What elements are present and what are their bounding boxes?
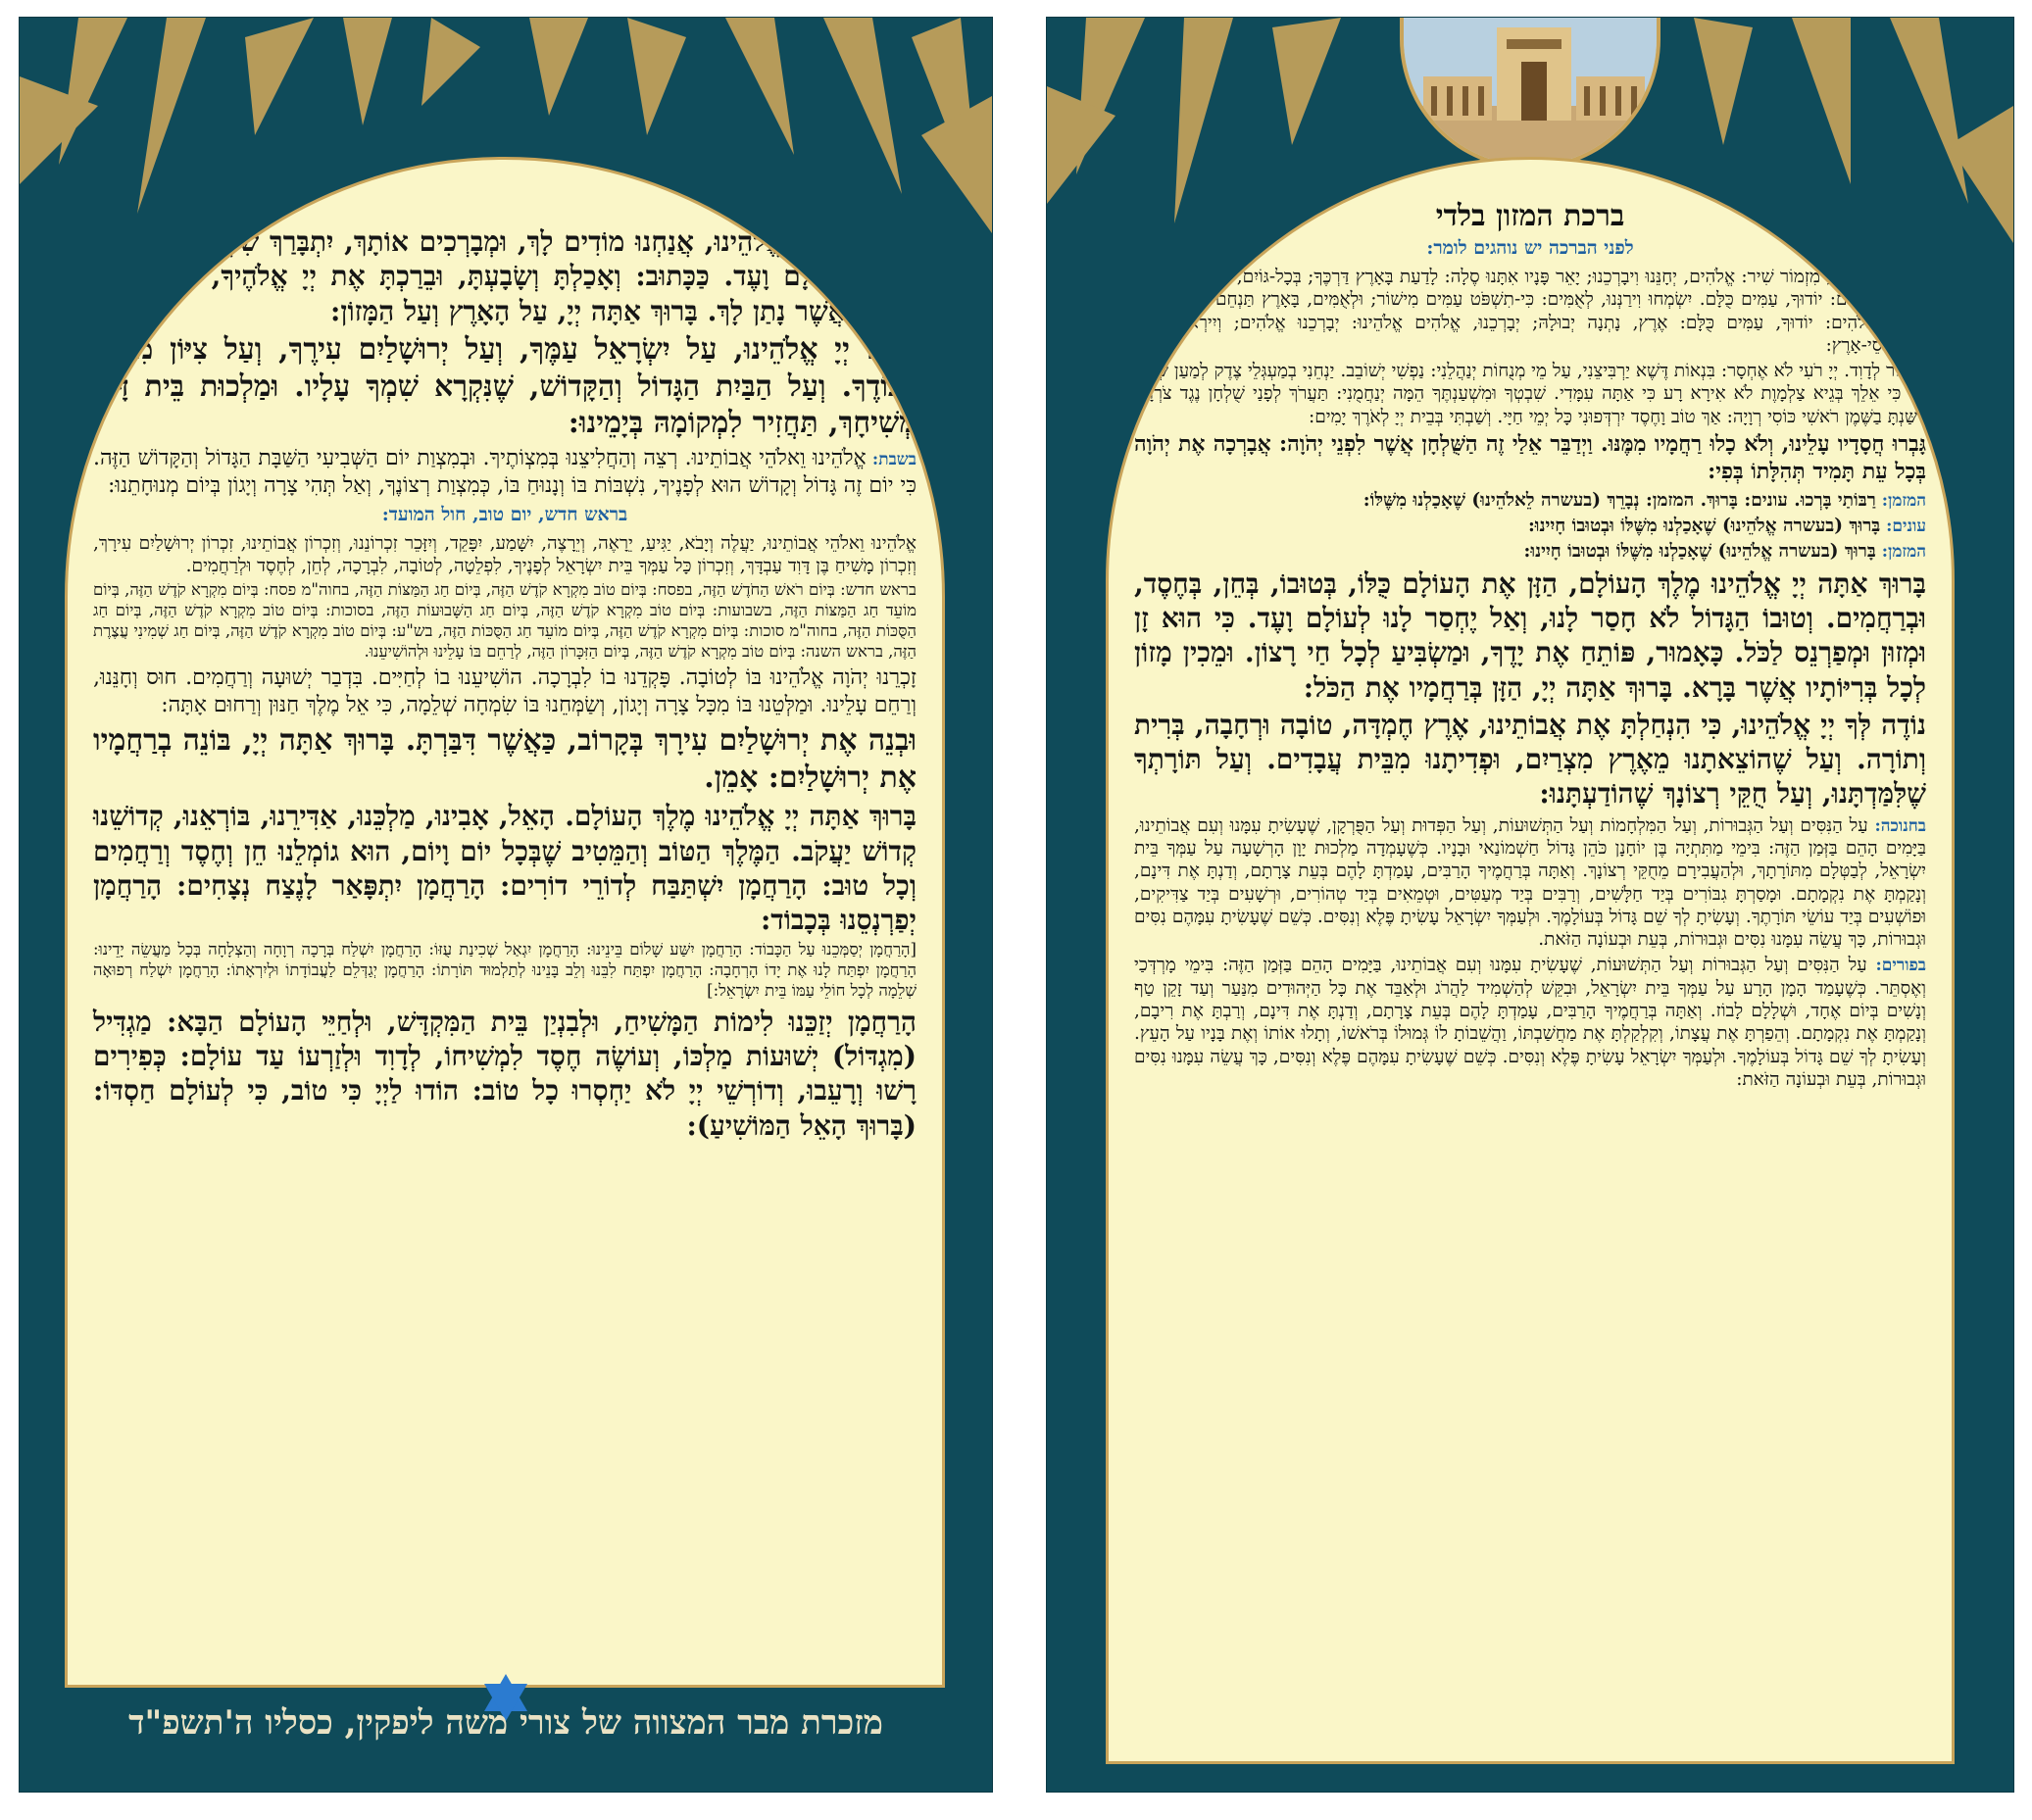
paragraph-text: בָּרוּךְ (בעשרה אֱלֹהֵינוּ) שֶׁאָכַלְנוּ מִשֶּׁלּוֹ וּבְטוּבוֹ חָיִינוּ:: [1523, 541, 1876, 563]
paragraph-text: אֱלֹהֵינוּ וֵאלֹהֵי אֲבוֹתֵינוּ, יַעֲלֶה וְיָבֹא, יַגִּיעַ, יֵרָאֶה, וְיֵרָצֶה, יִשָּׁמַע, יִפָּקֵד, וְיִזָּכֵר זִכְרוֹנֵנוּ, וְזִכְרוֹן אֲבוֹתֵינוּ, זִכְרוֹן יְרוּשָׁלַיִם עִירָךְ, וְזִכְרוֹן מָשִׁיחַ בֶּן דָּוִד עַבְדָּךְ, וְזִכְרוֹן כָּל עַמְּךָ בֵּית יִשְׂרָאֵל לְפָנֶיךָ, לִפְלֵטָה, לְטוֹבָה, לִבְרָכָה, לְחֵן, לְחֶסֶד וּלְרַחֲמִים.: [93, 532, 917, 576]
prayer-paragraph: [93, 664, 917, 718]
left-text-panel: [65, 157, 945, 1688]
prayer-paragraph: [1134, 566, 1926, 705]
prayer-paragraph: [1134, 360, 1926, 428]
paragraph-text: בָּרוּךְ (בעשרה אֱלֹהֵינוּ) שֶׁאָכַלְנוּ מִשֶּׁלּוֹ וּבְטוּבוֹ חָיִינוּ:: [1527, 515, 1881, 536]
prayer-paragraph: [1134, 489, 1926, 512]
paragraph-text: אֱלֹהֵינוּ וֵאלֹהֵי אֲבוֹתֵינוּ. רְצֵה וְהַחֲלִיצֵנוּ בְּמִצְוֹתֶיךָ. וּבְמִצְוַת יוֹם הַשְּׁבִיעִי הַשַּׁבָּת הַגָּדוֹל וְהַקָּדוֹשׁ הַזֶּה. כִּי יוֹם זֶה גָּדוֹל וְקָדוֹשׁ הוּא לְפָנֶיךָ, נִשְׁבּוֹת בּוֹ וְנָנוּחַ בּוֹ, כְּמִצְוַת רְצוֹנֶךָ, וְאַל תְּהִי צָרָה וְיָגוֹן בְּיוֹם מְנוּחָתֵנוּ:: [93, 446, 917, 498]
paragraph-text: בָּרוּךְ אַתָּה יְיָ אֱלֹהֵינוּ מֶלֶךְ הָעוֹלָם. הָאֵל, אָבִינוּ, מַלְכֵּנוּ, אַדִּירֵנוּ, בּוֹרְאֵנוּ, קְדוֹשֵׁנוּ קְדוֹשׁ יַעֲקֹב. הַמֶּלֶךְ הַטּוֹב וְהַמֵּטִיב שֶׁבְּכָל יוֹם וָיוֹם, הוּא גוֹמְלֵנוּ חֵן וְחֶסֶד וְרַחֲמִים וְכָל טוּב: הָרַחֲמָן יִשְׁתַּבַּח לְדוֹרֵי דוֹרִים: הָרַחֲמָן יִתְפָּאַר לָנֶצַח נְצָחִים: הָרַחֲמָן יְפַרְנְסֵנוּ בְּכָבוֹד:: [93, 800, 917, 937]
prayer-paragraph: [93, 331, 917, 442]
prayer-paragraph: [1134, 814, 1926, 952]
intro-note: לפני הברכה יש נוהגים לומר:: [1426, 237, 1634, 259]
paragraph-text: לַמְנַצֵּחַ בִּנְגִינֹת, מִזְמוֹר שִׁיר: אֱלֹהִים, יְחָנֵּנוּ וִיבָרְכֵנוּ; יָאֵר פָּנָיו אִתָּנוּ סֶלָה: לָדַעַת בָּאָרֶץ דַּרְכֶּךָ; בְּכָל-גּוֹיִם, יְשׁוּעָתֶךָ: יוֹדוּךָ עַמִּים אֱלֹהִים: יוֹדוּךָ, עַמִּים כֻּלָּם. יִשְׂמְחוּ וִירַנְּנוּ, לְאֻמִּים: כִּי-תִשְׁפֹּט עַמִּים מִישׁוֹר; וּלְאֻמִּים, בָּאָרֶץ תַּנְחֵם סֶלָה: יוֹדוּךָ עַמִּים אֱלֹהִים: יוֹדוּךָ, עַמִּים כֻּלָּם: אֶרֶץ, נָתְנָה יְבוּלָהּ; יְבָרְכֵנוּ, אֱלֹהִים אֱלֹהֵינוּ: יְבָרְכֵנוּ אֱלֹהִים; וְיִירְאוּ אוֹתוֹ, כָּל-אַפְסֵי-אָרֶץ:: [1134, 267, 1926, 356]
right-text-panel: [1106, 157, 1955, 1764]
paragraph-text: [הָרַחֲמָן יְסַמְּכֵנוּ עַל הַכָּבוֹד: הָרַחֲמָן יִשַּׁע שָׁלוֹם בֵּינֵינוּ: הָרַחֲמָן יִגְאַל שְׁכִינַת עֻזּוֹ: הָרַחֲמָן יִשְׁלַח בְּרָכָה רְוָחָה וְהַצְלָחָה בְּכָל מַעֲשֵׂה יָדֵינוּ: הָרַחֲמָן יִפְתַּח לָנוּ אֶת יָדוֹ הָרְחָבָה: הָרַחֲמָן יִפְתַּח לִבֵּנוּ וְלֵב בָּנֵינוּ לְתַלְמוּד תּוֹרָתוֹ: הָרַחֲמָן יְגַדְּלֵם לַעֲבוֹדָתוֹ וּלְיִרְאָתוֹ: הָרַחֲמָן יִשְׁלַח רְפוּאָה שְׁלֵמָה לְכָל חוֹלֵי עַמּוֹ בֵּית יִשְׂרָאֵל:]: [93, 940, 917, 1000]
paragraph-text: מִזְמוֹר לְדָוִד. יְיָ רֹעִי לֹא אֶחְסָר: בִּנְאוֹת דֶּשֶׁא יַרְבִּיצֵנִי, עַל מֵי מְנֻחוֹת יְנַהֲלֵנִי: נַפְשִׁי יְשׁוֹבֵב. יַנְחֵנִי בְמַעְגְּלֵי צֶדֶק לְמַעַן שְׁמוֹ: גַּם כִּי אֵלֵךְ בְּגֵיא צַלְמָוֶת לֹא אִירָא רָע כִּי אַתָּה עִמָּדִי. שִׁבְטְךָ וּמִשְׁעַנְתֶּךָ הֵמָּה יְנַחֲמֻנִי: תַּעֲרֹךְ לְפָנַי שֻׁלְחָן נֶגֶד צֹרְרָי. דִּשַּׁנְתָּ בַשֶּׁמֶן רֹאשִׁי כּוֹסִי רְוָיָה: אַךְ טוֹב וָחֶסֶד יִרְדְּפוּנִי כָּל יְמֵי חַיָּי. וְשַׁבְתִּי בְּבֵית יְיָ לְאֹרֶךְ יָמִים:: [1134, 361, 1926, 427]
dedication-footer: מזכרת מבר המצווה של צורי משה ליפקין, כסליו ה'תשפ"ד: [128, 1703, 883, 1743]
paragraph-text: גָּבְרוּ חֲסָדָיו עָלֵינוּ, וְלֹא כָלוּ רַחֲמָיו מִמֶּנּוּ. וַיְדַבֵּר אֵלַי זֶה הַשֻּׁלְחָן אֲשֶׁר לִפְנֵי יְהֹוָה: אֲבָרְכָה אֶת יְהֹוָה בְּכָל עֵת תָּמִיד תְּהִלָּתוֹ בְּפִי:: [1134, 431, 1926, 484]
paragraph-text: עַל הַנִּסִּים וְעַל הַגְּבוּרוֹת וְעַל הַתְּשׁוּעוֹת, שֶׁעָשִׂיתָ עִמָּנוּ וְעִם אֲבוֹתֵינוּ, בַּיָּמִים הָהֵם בַּזְּמַן הַזֶּה: בִּימֵי מָרְדְּכַי וְאֶסְתֵּר. כְּשֶׁעָמַד הָמָן הָרָע עַל עַמְּךָ בֵּית יִשְׂרָאֵל, וּבִקֵּשׁ לְהַשְׁמִיד לַהֲרֹג וּלְאַבֵּד אֶת כָּל הַיְּהוּדִים מִנַּעַר וְעַד זָקֵן טַף וְנָשִׁים בְּיוֹם אֶחָד, וּשְׁלָלָם לָבוֹז. וְאַתָּה בְּרַחֲמֶיךָ הָרַבִּים, עָמַדְתָּ לָהֶם בְּעֵת צָרָתָם, וְדַנְתָּ אֶת דִּינָם, וְרַבְתָּ אֶת רִיבָם, וְנָקַמְתָּ אֶת נִקְמָתָם. וְהֵפַרְתָּ אֶת עֲצָתוֹ, וְקִלְקַלְתָּ אֶת מַחֲשַׁבְתּוֹ, וַהֲשֵׁבוֹתָ לוֹ גְּמוּלוֹ בְּרֹאשׁוֹ, וְתָלוּ אוֹתוֹ וְאֶת בָּנָיו עַל הָעֵץ. וְעָשִׂיתָ לְךָ שֵׁם גָּדוֹל בְּעוֹלָמֶךָ. וּלְעַמְּךָ יִשְׂרָאֵל עָשִׂיתָ פֶּלֶא וְנִסִּים. כְּשֵׁם שֶׁעָשִׂיתָ עִמָּהֶם פֶּלֶא וְנִסִּים, כָּךְ עֲשֵׂה עִמָּנוּ נִסִּים וּגְבוּרוֹת, בְּעֵת וּבְעוֹנָה הַזֹּאת:: [1134, 955, 1926, 1091]
right-paragraphs: [1134, 266, 1926, 1091]
left-content: [93, 224, 917, 1146]
paragraph-text: זָכְרֵנוּ יְהֹוָה אֱלֹהֵינוּ בּוֹ לְטוֹבָה. פָּקְדֵנוּ בוֹ לִבְרָכָה. הוֹשִׁיעֵנוּ בוֹ לְחַיִּים. בִּדְבַר יְשׁוּעָה וְרַחֲמִים. חוּס וְחָנֵּנוּ, וְרַחֵם עָלֵינוּ. וּמַלְּטֵנוּ בּוֹ מִכָּל צָרָה וְיָגוֹן, וְשַׂמְּחֵנוּ בּוֹ שִׂמְחָה שְׁלֵמָה, כִּי אֵל מֶלֶךְ חַנּוּן וְרַחוּם אָתָּה:: [93, 665, 917, 718]
prayer-paragraph: [1134, 431, 1926, 485]
occasion-label: המזמן:: [1875, 542, 1926, 563]
paragraph-text: בראש חדש: בְּיוֹם רֹאשׁ הַחֹדֶשׁ הַזֶּה, בפסח: בְּיוֹם טוֹב מִקְרָא קֹדֶשׁ הַזֶּה, בְּיוֹם חַג הַמַּצּוֹת הַזֶּה, בחוה"מ פסח: בְּיוֹם מִקְרָא קֹדֶשׁ הַזֶּה, בְּיוֹם מוֹעֵד חַג הַמַּצּוֹת הַזֶּה, בשבועות: בְּיוֹם טוֹב מִקְרָא קֹדֶשׁ הַזֶּה, בְּיוֹם חַג הַשָּׁבוּעוֹת הַזֶּה, בסוכות: בְּיוֹם טוֹב מִקְרָא קֹדֶשׁ הַזֶּה, בְּיוֹם חַג הַסֻּכּוֹת הַזֶּה, בחוה"מ סוכות: בְּיוֹם מִקְרָא קֹדֶשׁ הַזֶּה, בְּיוֹם מוֹעֵד חַג הַסֻּכּוֹת הַזֶּה, בש"ע: בְּיוֹם טוֹב מִקְרָא קֹדֶשׁ הַזֶּה, בְּיוֹם חַג שְׁמִינִי עֲצֶרֶת הַזֶּה, בראש השנה: בְּיוֹם טוֹב מִקְרָא קֹדֶשׁ הַזֶּה, בְּיוֹם הַזִּכָּרוֹן הַזֶּה, לְרַחֵם בּוֹ עָלֵינוּ וּלְהוֹשִׁיעֵנוּ.: [93, 580, 917, 661]
prayer-paragraph: [93, 1005, 917, 1143]
prayer-paragraph: [93, 445, 917, 499]
prayer-paragraph: [93, 799, 917, 937]
prayer-paragraph: [1134, 954, 1926, 1091]
occasion-label: עונים:: [1880, 516, 1926, 536]
right-card: [1047, 18, 2013, 1792]
paragraph-text: עַל הַנִּסִּים וְעַל הַגְּבוּרוֹת, וְעַל הַמִּלְחָמוֹת וְעַל הַתְּשׁוּעוֹת, וְעַל הַפְּדוּת וְעַל הַפֻּרְקָן, שֶׁעָשִׂיתָ עִמָּנוּ וְעִם אֲבוֹתֵינוּ, בַּיָּמִים הָהֵם בַּזְּמַן הַזֶּה: בִּימֵי מַתִּתְיָה בֶּן יוֹחָנָן כֹּהֵן גָּדוֹל חַשְׁמוֹנַאי וּבָנָיו. כְּשֶׁעָמְדָה מַלְכוּת יָוָן הָרְשָׁעָה עַל עַמְּךָ בֵּית יִשְׂרָאֵל, לְבַטְּלָם מִתּוֹרָתָךְ, וּלְהַעֲבִירָם מֵחֻקֵּי רְצוֹנָךְ. וְאַתָּה בְּרַחֲמֶיךָ הָרַבִּים, עָמַדְתָּ לָהֶם בְּעֵת צָרָתָם, וְדַנְתָּ אֶת דִּינָם, וְנָקַמְתָּ אֶת נִקְמָתָם. וּמָסַרְתָּ גִבּוֹרִים בְּיַד חַלָּשִׁים, וְרַבִּים בְּיַד מְעַטִּים, וּטְמֵאִים בְּיַד טְהוֹרִים, וּרְשָׁעִים בְּיַד צַדִּיקִים, וּפוֹשְׁעִים בְּיַד עוֹשֵׂי תּוֹרָתֶךָ. וְעָשִׂיתָ לְךָ שֵׁם גָּדוֹל בְּעוֹלָמֶךָ. וּלְעַמְּךָ יִשְׂרָאֵל עָשִׂיתָ פֶּלֶא וְנִסִּים. כְּשֵׁם שֶׁעָשִׂיתָ עִמָּהֶם נִסִּים וּגְבוּרוֹת, כָּךְ עֲשֵׂה עִמָּנוּ נִסִּים וּגְבוּרוֹת, בְּעֵת וּבְעוֹנָה הַזֹּאת.: [1134, 814, 1926, 951]
occasion-label: בפורים:: [1866, 956, 1926, 976]
paragraph-text: בָּרוּךְ אַתָּה יְיָ אֱלֹהֵינוּ מֶלֶךְ הָעוֹלָם, הַזָּן אֶת הָעוֹלָם כֻּלּוֹ, בְּטוּבוֹ, בְּחֵן, בְּחֶסֶד, וּבְרַחֲמִים. וְטוּבוֹ הַגָּדוֹל לֹא חָסַר לָנוּ, וְאַל יֶחְסַר לָנוּ לְעוֹלָם וָעֶד. כִּי הוּא זָן וּמְזוּן וּמְפַרְנֵס לַכֹּל. כָּאָמוּר, פּוֹתֵחַ אֶת יָדֶךָ, וּמַשְׂבִּיעַ לְכָל חַי רָצוֹן. וּמֵכִין מָזוֹן לְכָל בְּרִיּוֹתָיו אֲשֶׁר בָּרָא. בָּרוּךְ אַתָּה יְיָ, הַזָּן בְּרַחֲמָיו אֶת הַכֹּל:: [1134, 566, 1926, 704]
paragraph-text: רַבּוֹתַי בָּרְכוּ. עונים: בָּרוּךְ. המזמן: נְבָרֵךְ (בעשרה לֵאלֹהֵינוּ) שֶׁאָכַלְנוּ מִשֶּׁלּוֹ:: [1363, 489, 1876, 511]
prayer-paragraph: [93, 224, 917, 328]
prayer-paragraph: [93, 580, 917, 662]
prayer-paragraph: [1134, 515, 1926, 537]
prayer-paragraph: [93, 722, 917, 797]
paragraph-text: רַחֵם יְיָ אֱלֹהֵינוּ, עַל יִשְׂרָאֵל עַמֶּךָ, וְעַל יְרוּשָׁלַיִם עִירֶךָ, וְעַל צִיּוֹן מִשְׁכַּן כְּבוֹדֶךָ. וְעַל הַבַּיִת הַגָּדוֹל וְהַקָּדוֹשׁ, שֶׁנִּקְרָא שִׁמְךָ עָלָיו. וּמַלְכוּת בֵּית דָּוִד מְשִׁיחָךְ, תַּחֲזִיר לִמְקוֹמָהּ בְּיָמֵינוּ:: [93, 331, 917, 441]
section-subhead: בראש חדש, יום טוב, חול המועד:: [381, 503, 628, 525]
prayer-paragraph: [93, 940, 917, 1001]
paragraph-text: וּבְנֵה אֶת יְרוּשָׁלַיִם עִירָךְ בְּקָרוֹב, כַּאֲשֶׁר דִּבַּרְתָּ. בָּרוּךְ אַתָּה יְיָ, בּוֹנֵה בְרַחֲמָיו אֶת יְרוּשָׁלַיִם: אָמֵן.: [93, 722, 917, 795]
right-content: [1134, 199, 1926, 1094]
paragraph-text: נוֹדֶה לְּךָ יְיָ אֱלֹהֵינוּ, כִּי הִנְחַלְתָּ אֶת אֲבוֹתֵינוּ, אֶרֶץ חֶמְדָּה, טוֹבָה וּרְחָבָה, בְּרִית וְתוֹרָה. וְעַל שֶׁהוֹצֵאתָנוּ מֵאֶרֶץ מִצְרַיִם, וּפְדִיתָנוּ מִבֵּית עֲבָדִים. וְעַל תּוֹרָתְךָ שֶׁלִּמַּדְתָּנוּ, וְעַל חֻקֵּי רְצוֹנָךְ שֶׁהוֹדַעְתָּנוּ:: [1134, 708, 1926, 811]
paragraph-text: וְעַל הַכֹּל, יְיָ אֱלֹהֵינוּ, אֲנַחְנוּ מוֹדִים לָךְ, וּמְבָרְכִים אוֹתָךְ, יִתְבָּרַךְ שִׁמְךָ בְּפִי כָּל חַי תָּמִיד לְעוֹלָם וָעֶד. כַּכָּתוּב: וְאָכַלְתָּ וְשָׂבָעְתָּ, וּבֵרַכְתָּ אֶת יְיָ אֱלֹהֶיךָ, עַל הָאָרֶץ הַטֹּבָה אֲשֶׁר נָתַן לָךְ. בָּרוּךְ אַתָּה יְיָ, עַל הָאָרֶץ וְעַל הַמָּזוֹן:: [93, 225, 917, 327]
occasion-label: בחנוכה:: [1867, 815, 1926, 836]
prayer-paragraph: [1134, 266, 1926, 357]
prayer-title: ברכת המזון בלדי: [1435, 199, 1625, 233]
prayer-paragraph: [1134, 540, 1926, 563]
paragraph-text: הָרַחֲמָן יְזַכֵּנוּ לִימוֹת הַמָּשִׁיחַ, וּלְבִנְיַן בֵּית הַמִּקְדָּשׁ, וּלְחַיֵּי הָעוֹלָם הַבָּא: מַגְדִּיל (מִגְדּוֹל) יְשׁוּעוֹת מַלְכּוֹ, וְעוֹשֶׂה חֶסֶד לִמְשִׁיחוֹ, לְדָוִד וּלְזַרְעוֹ עַד עוֹלָם: כְּפִירִים רָשׁוּ וְרָעֵבוּ, וְדוֹרְשֵׁי יְיָ לֹא יַחְסְרוּ כָל טוֹב: הוֹדוּ לַיְיָ כִּי טוֹב, כִּי לְעוֹלָם חַסְדּוֹ: (בָּרוּךְ הָאֵל הַמּוֹשִׁיעַ):: [93, 1005, 917, 1142]
occasion-label: בשבת:: [866, 450, 917, 470]
prayer-paragraph: [93, 532, 917, 578]
left-card: [20, 18, 992, 1792]
prayer-paragraph: [1134, 708, 1926, 812]
occasion-label: המזמן:: [1875, 490, 1926, 511]
